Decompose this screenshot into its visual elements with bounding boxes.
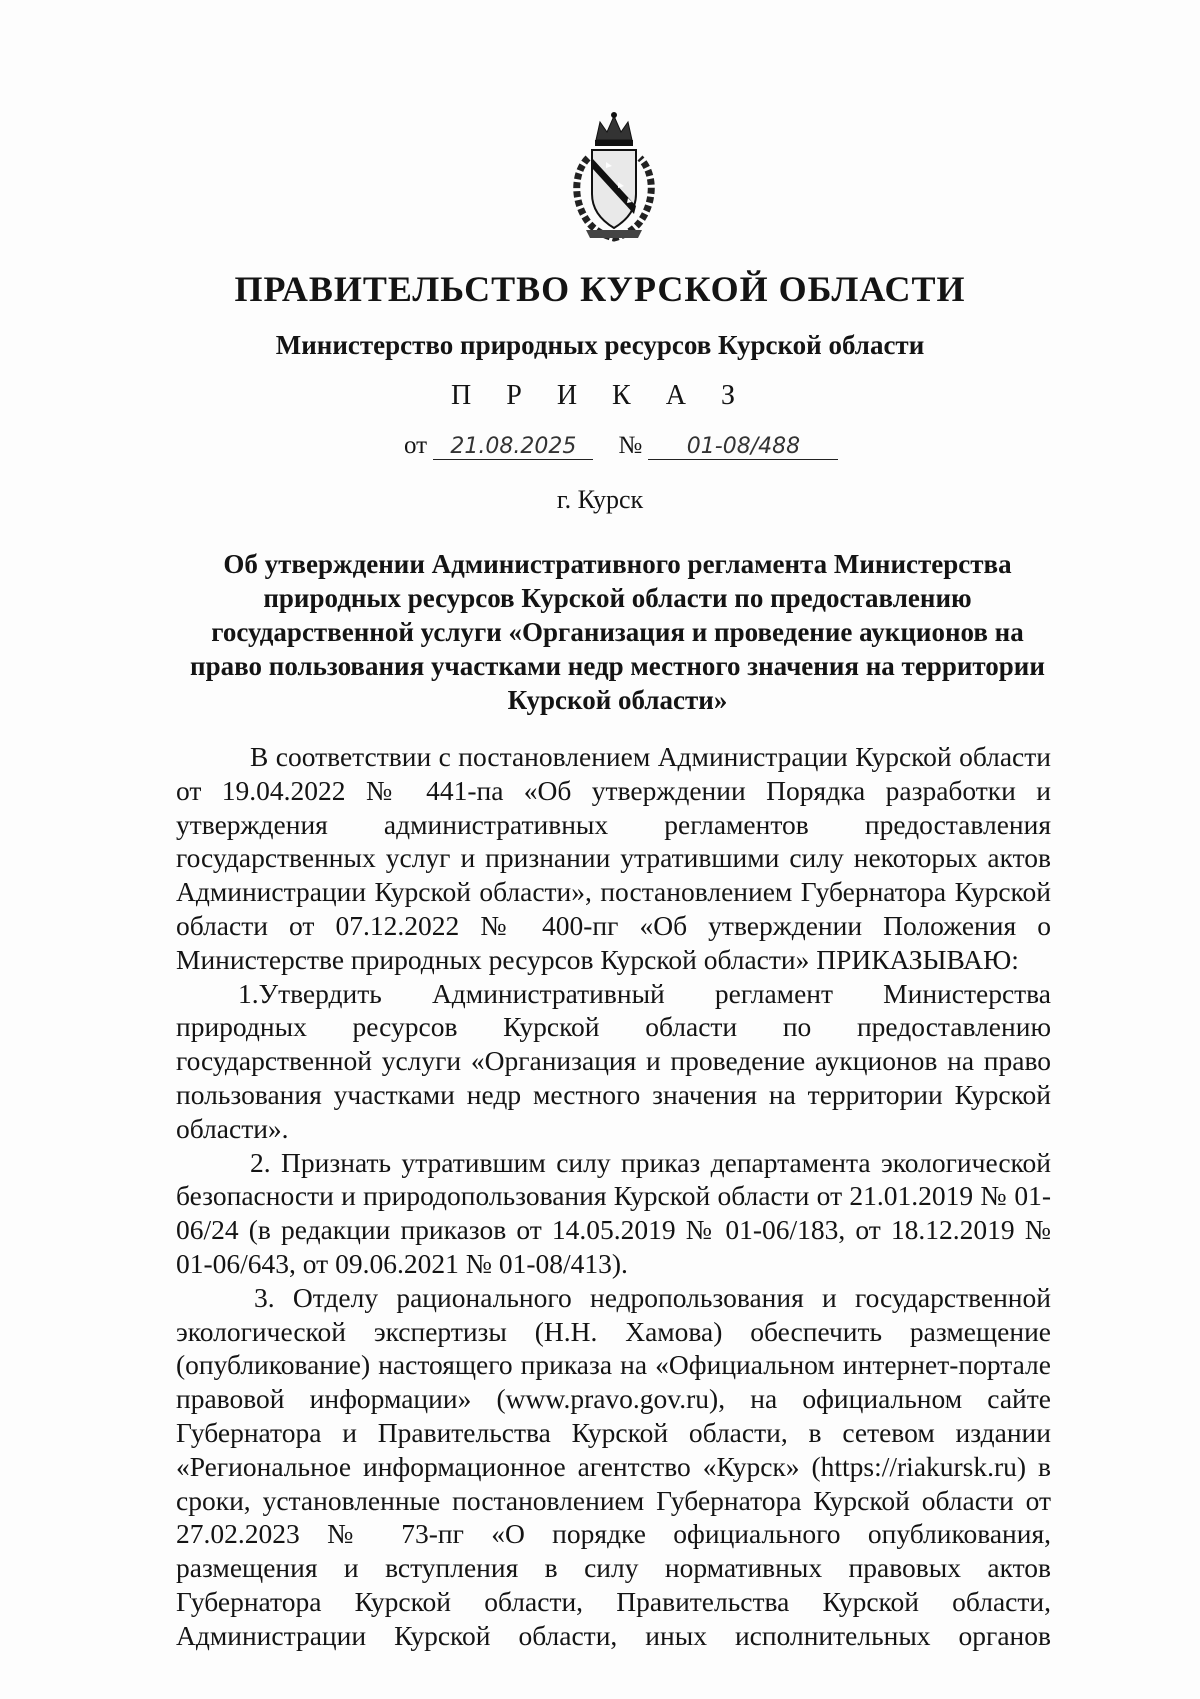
handwritten-date: 21.08.2025 [433, 434, 593, 460]
item-3-paragraph: 3. Отделу рационального недропользования и государственной экологической экспертизы (Н.Н. Хамова) обеспечить размещение (опубликование) настоящего приказа на «Официальном интернет-портале правовой информации» (www.pravo.gov.ru), на официальном сайте Губернатора и Правительства Курской области, в сетевом издании «Региональное информационное агентство «Курск» (https://riakursk.ru) в сроки, установленные постановлением Губернатора Курской области от 27.02.2023 № 73-пг «О порядке официального опубликования, размещения и вступления в силу нормативных правовых актов Губернатора Курской области, Правительства Курской области, Администрации Курской области, иных исполнительных органов [176, 1281, 1051, 1651]
ministry-name: Министерство природных ресурсов Курской области [275, 330, 925, 360]
coat-of-arms-kursk-emblem [566, 110, 662, 242]
order-body [176, 740, 1051, 1653]
item-1-paragraph: 1.Утвердить Административный регламент Министерства природных ресурсов Курской области по предоставлению государственной услуги «Организация и проведение аукционов на право пользования участками недр местного значения на территории Курской области». [176, 977, 1051, 1144]
government-title: ПРАВИТЕЛЬСТВО КУРСКОЙ ОБЛАСТИ [234, 269, 966, 309]
preamble-paragraph: В соответствии с постановлением Администрации Курской области от 19.04.2022 № 441-па «Об утверждении Порядка разработки и утверждения административных регламентов предоставления государственных услуг и признании утратившими силу некоторых актов Администрации Курской области», постановлением Губернатора Курской области от 07.12.2022 № 400-пг «Об утверждении Положения о Министерстве природных ресурсов Курской области» ПРИКАЗЫВАЮ: [176, 741, 1051, 975]
date-prefix: от [404, 432, 428, 459]
document-type: П Р И К А З [451, 380, 749, 411]
date-number-line [404, 432, 838, 460]
order-subject: Об утверждении Административного регламента Министерства природных ресурсов Курской области по предоставлению государственной услуги «Организация и проведение аукционов на право пользования участками недр местного значения на территории Курской области» [190, 549, 1045, 715]
number-prefix: № [618, 432, 643, 459]
city: г. Курск [556, 485, 644, 514]
handwritten-number: 01-08/488 [648, 434, 838, 460]
item-2-paragraph: 2. Признать утратившим силу приказ департамента экологической безопасности и природопользования Курской области от 21.01.2019 № 01-06/24 (в редакции приказов от 14.05.2019 № 01-06/183, от 18.12.2019 № 01-06/643, от 09.06.2021 № 01-08/413). [176, 1146, 1051, 1279]
